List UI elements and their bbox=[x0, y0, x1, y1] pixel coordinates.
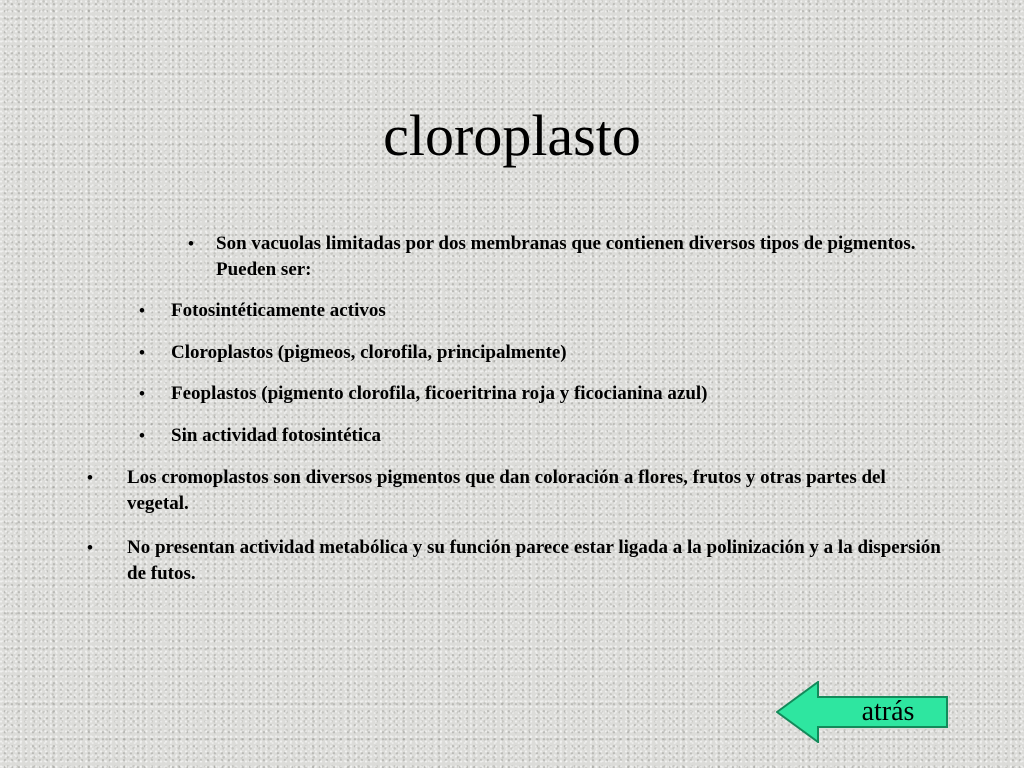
slide-title: cloroplasto bbox=[383, 103, 641, 168]
sub-bullet-fotosinteticos bbox=[139, 298, 931, 324]
sub-bullet-sin-actividad bbox=[139, 423, 931, 449]
bullet-cromoplastos bbox=[87, 465, 947, 517]
bullet-text: Los cromoplastos son diversos pigmentos que dan coloración a flores, frutos y otras partes del vegetal. bbox=[127, 467, 886, 514]
back-label: atrás bbox=[861, 696, 915, 727]
bullet-marker: • bbox=[87, 468, 93, 487]
sub-bullet-text: Sin actividad fotosintética bbox=[171, 425, 382, 446]
sub-bullet-feoplastos bbox=[139, 381, 931, 407]
sub-bullet-cloroplastos bbox=[139, 340, 931, 366]
sub-bullet-text: Fotosintéticamente activos bbox=[171, 300, 386, 321]
sub-bullet-text: Feoplastos (pigmento clorofila, ficoeritrina roja y ficocianina azul) bbox=[171, 383, 708, 404]
sub-bullet-text: Cloroplastos (pigmeos, clorofila, principalmente) bbox=[171, 342, 567, 363]
back-button[interactable] bbox=[776, 681, 948, 743]
bullet-no-actividad bbox=[87, 535, 947, 587]
intro-bullet bbox=[188, 231, 936, 283]
intro-text: Son vacuolas limitadas por dos membranas que contienen diversos tipos de pigmentos. Pueden ser: bbox=[216, 233, 916, 280]
bullet-marker: • bbox=[188, 234, 194, 253]
bullet-marker: • bbox=[139, 384, 145, 403]
bullet-marker: • bbox=[139, 301, 145, 320]
bullet-marker: • bbox=[139, 343, 145, 362]
bullet-marker: • bbox=[87, 538, 93, 557]
bullet-marker: • bbox=[139, 426, 145, 445]
bullet-text: No presentan actividad metabólica y su función parece estar ligada a la polinización y a la dispersión de futos. bbox=[127, 537, 941, 584]
